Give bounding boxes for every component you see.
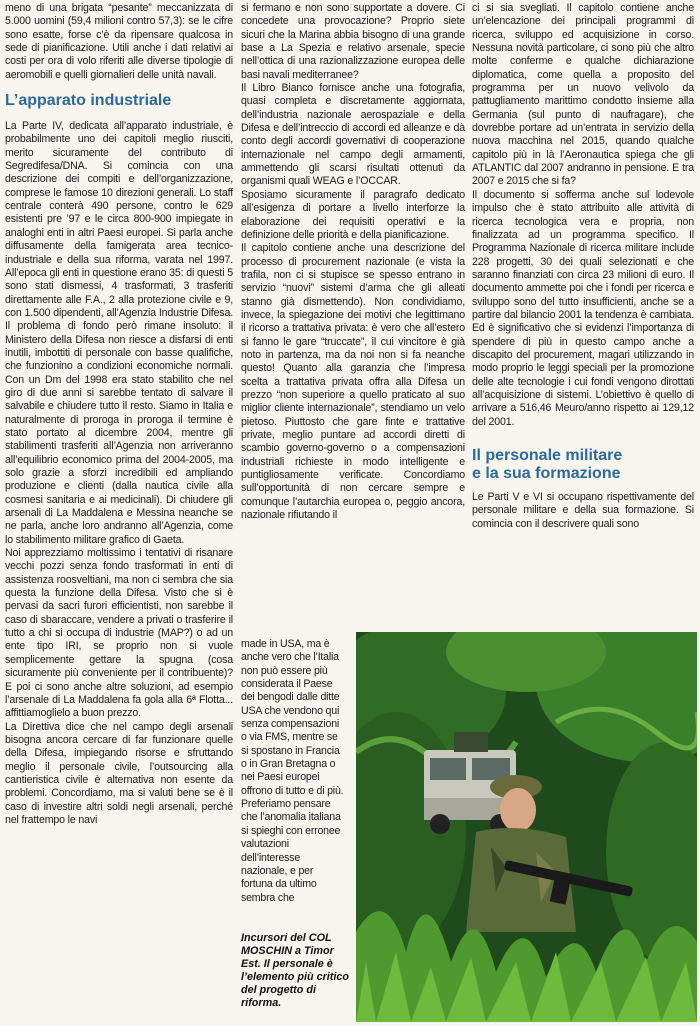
section-heading-personale-militare <box>472 447 694 483</box>
col1-paragraph-3: La Direttiva dice che nel campo degli arsenali bisogna ancora cercare di far funzionare quelle della Difesa, impiegando risorse e sfruttando meglio il personale civile, l’outsourcing alla cantieristica civile è alternativa non esente da problemi. Concordiamo, ma si valuti bene se è il caso di investire altri soldi negli arsenali, perché nel frattempo le navi <box>5 720 233 826</box>
col3-paragraph-2: Le Parti V e VI si occupano rispettivamente del personale militare e della sua formazione. Si comincia con il descrivere quali sono <box>472 491 694 530</box>
column-3 <box>472 2 694 531</box>
photo-caption: Incursori del COL MOSCHIN a Timor Est. Il personale è l’elemento più critico del progetto di riforma. <box>241 932 349 1009</box>
column-1 <box>5 2 233 827</box>
heading-line-1: Il personale militare <box>472 447 623 464</box>
col1-paragraph-1: La Parte IV, dedicata all’apparato industriale, è probabilmente uno dei capitoli meglio riusciti, merito sicuramente del contributo di Segredifesa/DNA. Si comincia con una descrizione dei compiti e dell’organizzazione, comprese le famose 10 direzioni generali. Lo staff centrale conterà 490 persone, contro le 629 esistenti pre ’97 e le circa 800-900 impiegate in analoghi enti in altri Paesi europei. Si parla anche diffusamente della famigerata area tecnico-industriale e della sua riforma, varata nel 1997. All’epoca gli enti in questione erano 35: di questi 5 sono stati dismessi, 4 trasformati, 3 trasferiti direttamente alle F.A., 2 alla protezione civile e 9, con 1.500 dipendenti, all’Agenzia Industrie Difesa. Il problema di fondo però rimane insoluto: il Ministero della Difesa non riesce a disfarsi di enti inutili, imbottiti di personale con basse qualifiche, che funzionino a condizioni economiche normali. Con un Dm del 1998 era stato stabilito che nel giro di due anni si sarebbe tentato di salvare il salvabile e chiudere tutto il resto. Siamo in Italia e naturalmente di proroga in proroga il termine è stato portato al dicembre 2004, mentre gli stabilimenti trasferiti all’Agenzia non arriveranno all’equilibrio economico prima del 2004-2005, ma solo grazie a sforzi incredibili ed ampliando produzione e clienti (dalla nautica civile alla cosmesi sanitaria e ai medicinali). Di chiudere gli arsenali di La Maddalena e Messina neanche se ne parla, anche loro andranno all’Agenzia, come lo stabilimento militare grafico di Gaeta. <box>5 120 233 546</box>
photo-illustration <box>356 632 697 1022</box>
col2-paragraph-3: Il capitolo contiene anche una descrizione del processo di procurement nazionale (e vista la trafila, non ci si stupisce se spesso entrano in servizio “nuovi” sistemi d’arma che gli alleati stanno già dismettendo). Non condividiamo, invece, la spiegazione dei motivi che legittimano il ricorso a trattativa privata: è vero che all’estero si fanno le gare “truccate”, il cui vincitore è già noto in partenza, ma da noi non si fa neanche questo! Quanto alla garanzia che l’impresa scelta a trattativa privata offra alla Difesa un prezzo “non superiore a quello praticato al suo miglior cliente internazionale”, stendiamo un velo pietoso. Piuttosto che gare finte e trattative private, meglio puntare ad accordi diretti di scambio governo-governo o a compensazioni industriali richieste in modo intelligente e puntigliosamente verificate. Concordiamo sull’opportunità di non cercare sempre e comunque l’autarchia europea o, peggio ancora, nazionale rifiutando il <box>241 242 465 522</box>
col2-paragraph-0: si fermano e non sono supportate a dovere. Ci concedete una provocazione? Proprio siete sicuri che la Marina abbia bisogno di una grande base a La Spezia e relativo arsenale, specie nell’ottica di una razionalizzazione europea delle basi navali mediterranee? <box>241 2 465 81</box>
jungle-soldier-photo <box>356 632 697 1022</box>
col3-paragraph-1: Il documento si sofferma anche sul lodevole impulso che è stato attribuito alle attività di ricerca tecnologica vera e propria, non finalizzata ad un programma specifico. Il Programma Nazionale di ricerca militare include 228 progetti, 30 dei quali selezionati e che saranno finanziati con circa 23 milioni di euro. Il documento ammette poi che i fondi per ricerca e sviluppo sono del tutto insufficienti, anche se a partire dal bilancio 2001 la tendenza è cambiata. Ed è significativo che si evidenzi l’importanza di spendere di più in questo campo anche a discapito del procurement, magari utilizzando in modo proprio le leggi speciali per la promozione delle alte tecnologie i cui fondi vengono dirottati all’acquisizione di sistemi. L’obiettivo è quello di arrivare a 516,46 Meuro/anno rispetto ai 129,12 del 2001. <box>472 188 694 428</box>
col1-paragraph-2: Noi apprezziamo moltissimo i tentativi di risanare vecchi pozzi senza fondo trasformati in enti di assistenza roosveltiani, ma non ci sembra che sia questa la funzione della Difesa. Visto che si è pervasi da sacri furori efficientisti, non sarebbe il caso di sbaraccare, vendere a privati o trasferire il tutto a chi si occupa di industrie (MAP?) o ad un ente tipo IRI, se proprio non si vuole semplicemente gettare la spugna (cosa sicuramente più conveniente per il contribuente)? E poi ci sono anche altre soluzioni, ad esempio l’arsenale di La Maddalena fa gola alla 6ª Flotta... affittiamoglielo a buon prezzo. <box>5 547 233 720</box>
col1-paragraph-0: meno di una brigata “pesante” meccanizzata di 5.000 uomini (59,4 milioni contro 57,3): se le cifre sono esatte, forse c’è da ripensare qualcosa in sede di pianificazione. Utili anche i dati relativi ai costi per ora di volo riferiti alle diverse tipologie di aeromobili e quelli giornalieri delle unità navali. <box>5 2 233 81</box>
col2-narrow-text: made in USA, ma è anche vero che l’Italia non può essere più considerata il Paese dei bengodi dalle ditte USA che vendono qui senza compensazioni o via FMS, mentre se si spostano in Francia o in Gran Bretagna o nei Paesi europei offrono di tutto e di più. Preferiamo pensare che l’anomalia italiana si spieghi con erronee valutazioni dell’interesse nazionale, e per fortuna da ultimo sembra che <box>241 638 344 904</box>
section-heading-apparato-industriale: L’apparato industriale <box>5 92 172 110</box>
col3-paragraph-0: ci si sia svegliati. Il capitolo contiene anche un’elencazione dei principali programmi di ricerca, sviluppo ed acquisizione in corso. Nessuna novità particolare, ci sono più che altro molte conferme e qualche dichiarazione diplomatica, come quella a proposito del programma per un nuovo velivolo da pattugliamento marittimo condotto insieme alla Germania (sul punto di naufragare), che dovrebbe portare ad un’entrata in servizio della nuova macchina nel 2015, quando qualche capitolo più in là l’Aeronautica spiega che gli ATLANTIC dal 2007 andranno in pensione. E tra 2007 e 2015 che si fa? <box>472 2 694 188</box>
col2-paragraph-1: Il Libro Bianco fornisce anche una fotografia, quasi completa e discretamente aggiornata, dell’industria nazionale aerospaziale e della Difesa e dell’intreccio di accordi ed alleanze e dà conto degli accordi governativi di cooperazione internazionale nel campo degli armamenti, ammettendo gli scarsi risultati ottenuti da organismi quali WEAG e l’OCCAR. <box>241 82 465 188</box>
heading-line-2: e la sua formazione <box>472 465 621 482</box>
col2-paragraph-2: Sposiamo sicuramente il paragrafo dedicato all’esigenza di portare a livello interforze la elaborazione dei requisiti operativi e la definizione delle priorità e della pianificazione. <box>241 188 465 241</box>
column-2 <box>241 2 465 522</box>
